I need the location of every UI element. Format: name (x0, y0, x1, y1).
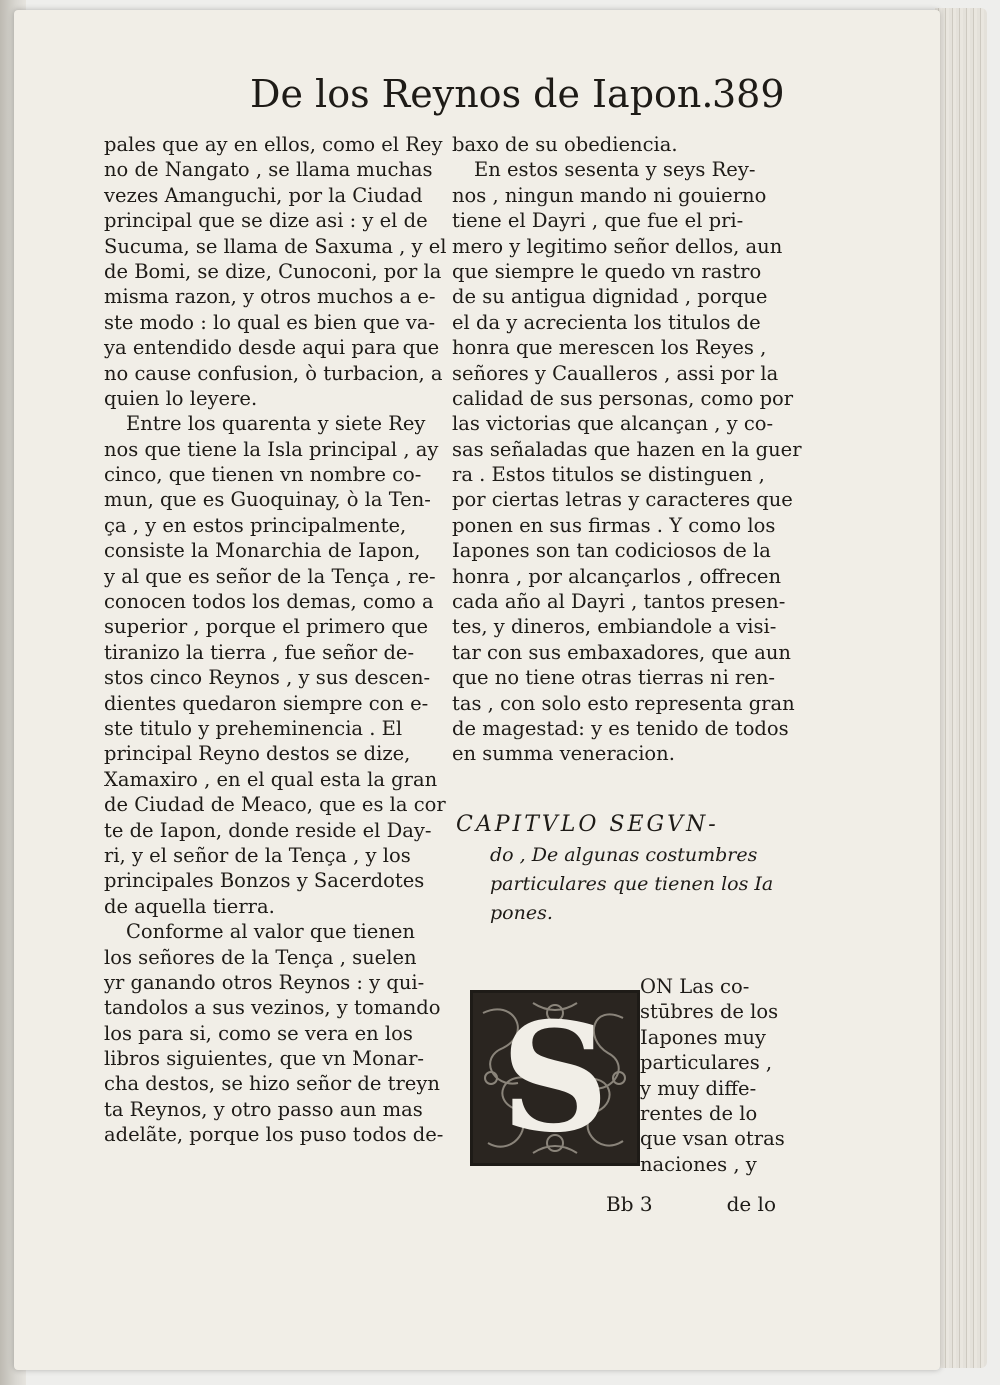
chapter-subtitle-line: do , De algunas costumbres (490, 844, 758, 866)
text-line: libros siguientes, que vn Monar- (104, 1047, 424, 1071)
initial-letter: S (500, 990, 610, 1166)
text-line: los señores de la Tença , suelen (104, 945, 417, 969)
text-line: En estos sesenta y seys Rey- (474, 158, 756, 182)
left-column (104, 132, 447, 1148)
text-line: tes, y dineros, embiandole a visi- (452, 615, 777, 639)
text-line: Iapones muy (640, 1025, 766, 1049)
text-line: ste modo : lo qual es bien que va- (104, 310, 436, 334)
text-line: tandolos a sus vezinos, y tomando (104, 996, 441, 1020)
text-line: Iapones son tan codiciosos de la (452, 539, 771, 563)
text-line: nos , ningun mando ni gouierno (452, 183, 767, 207)
text-line: de Ciudad de Meaco, que es la cor (104, 793, 446, 817)
text-line: y al que es señor de la Tença , re- (104, 564, 436, 588)
chapter-subtitle-line: pones. (490, 902, 553, 924)
text-line: Sucuma, se llama de Saxuma , y el (104, 234, 447, 258)
text-line: ri, y el señor de la Tença , y los (104, 843, 411, 867)
text-line: ra . Estos titulos se distinguen , (452, 463, 765, 487)
text-line: señores y Caualleros , assi por la (452, 361, 779, 385)
right-column (452, 132, 802, 767)
text-line: de magestad: y es tenido de todos (452, 716, 789, 740)
text-line: vezes Amanguchi, por la Ciudad (104, 183, 423, 207)
text-line: cada año al Dayri , tantos presen- (452, 590, 786, 614)
text-line: dientes quedaron siempre con e- (104, 691, 429, 715)
text-line: tiranizo la tierra , fue señor de- (104, 640, 415, 664)
text-line: yr ganando otros Reynos : y qui- (104, 970, 425, 994)
text-line: misma razon, y otros muchos a e- (104, 285, 436, 309)
text-line: no de Nangato , se llama muchas (104, 158, 433, 182)
running-header (250, 72, 790, 128)
text-line: stos cinco Reynos , y sus descen- (104, 666, 431, 690)
signature-mark: Bb 3 (606, 1192, 653, 1216)
text-line: que no tiene otras tierras ni ren- (452, 666, 776, 690)
text-line: consiste la Monarchia de Iapon, (104, 539, 421, 563)
text-line: Entre los quarenta y siete Rey (126, 412, 426, 436)
text-line: principal que se dize asi : y el de (104, 209, 428, 233)
decorated-initial (470, 990, 640, 1166)
text-line: y muy diffe- (640, 1076, 757, 1100)
text-line: te de Iapon, donde reside el Day- (104, 818, 432, 842)
text-line: particulares , (640, 1051, 773, 1075)
text-line: Xamaxiro , en el qual esta la gran (104, 767, 438, 791)
catchword: de lo (726, 1192, 776, 1216)
chapter-subtitle-line: particulares que tienen los Ia (490, 873, 774, 895)
text-line: honra , por alcançarlos , offrecen (452, 564, 782, 588)
text-line: principal Reyno destos se dize, (104, 742, 411, 766)
text-line: stūbres de los (640, 1000, 779, 1024)
text-line: quien lo leyere. (104, 386, 258, 410)
text-line: tas , con solo esto representa gran (452, 691, 795, 715)
text-line: cha destos, se hizo señor de treyn (104, 1072, 440, 1096)
text-line: ponen en sus firmas . Y como los (452, 513, 776, 537)
text-line: calidad de sus personas, como por (452, 386, 794, 410)
text-line: de su antigua dignidad , porque (452, 285, 768, 309)
chapter-title: CAPITVLO SEGVN- (456, 812, 719, 837)
page-number: 389 (712, 72, 785, 116)
text-line: ON Las co- (640, 975, 750, 998)
text-line: en summa veneracion. (452, 742, 675, 766)
text-line: ya entendido desde aqui para que (104, 336, 440, 360)
text-line: tar con sus embaxadores, que aun (452, 640, 791, 664)
chapter-heading (456, 812, 776, 931)
text-line: de aquella tierra. (104, 894, 275, 918)
text-line: naciones , y (640, 1152, 757, 1176)
text-line: ça , y en estos principalmente, (104, 513, 407, 537)
page-footer (606, 1192, 776, 1222)
text-line: nos que tiene la Isla principal , ay (104, 437, 439, 461)
text-line: ste titulo y preheminencia . El (104, 716, 403, 740)
text-line: las victorias que alcançan , y co- (452, 412, 774, 436)
text-line: de Bomi, se dize, Cunoconi, por la (104, 259, 442, 283)
text-line: tiene el Dayri , que fue el pri- (452, 209, 744, 233)
text-line: mun, que es Guoquinay, ò la Ten- (104, 488, 431, 512)
text-line: conocen todos los demas, como a (104, 590, 434, 614)
text-beside-initial (640, 974, 785, 1177)
text-line: que vsan otras (640, 1127, 785, 1151)
text-line: que siempre le quedo vn rastro (452, 259, 762, 283)
text-line: rentes de lo (640, 1101, 758, 1125)
text-line: principales Bonzos y Sacerdotes (104, 869, 425, 893)
text-line: sas señaladas que hazen en la guer (452, 437, 802, 461)
text-line: mero y legitimo señor dellos, aun (452, 234, 783, 258)
text-line: ta Reynos, y otro passo aun mas (104, 1097, 423, 1121)
text-line: el da y acrecienta los titulos de (452, 310, 761, 334)
page-edges (935, 8, 987, 1368)
text-line: honra que merescen los Reyes , (452, 336, 767, 360)
text-line: los para si, como se vera en los (104, 1021, 413, 1045)
text-line: baxo de su obediencia. (452, 133, 678, 156)
text-line: Conforme al valor que tienen (126, 920, 415, 944)
text-line: no cause confusion, ò turbacion, a (104, 361, 443, 385)
text-line: superior , porque el primero que (104, 615, 429, 639)
text-line: adelãte, porque los puso todos de- (104, 1123, 444, 1147)
text-line: cinco, que tienen vn nombre co- (104, 463, 422, 487)
running-title: De los Reynos de Iapon. (250, 72, 714, 116)
text-line: pales que ay en ellos, como el Rey (104, 133, 443, 156)
text-line: por ciertas letras y caracteres que (452, 488, 793, 512)
